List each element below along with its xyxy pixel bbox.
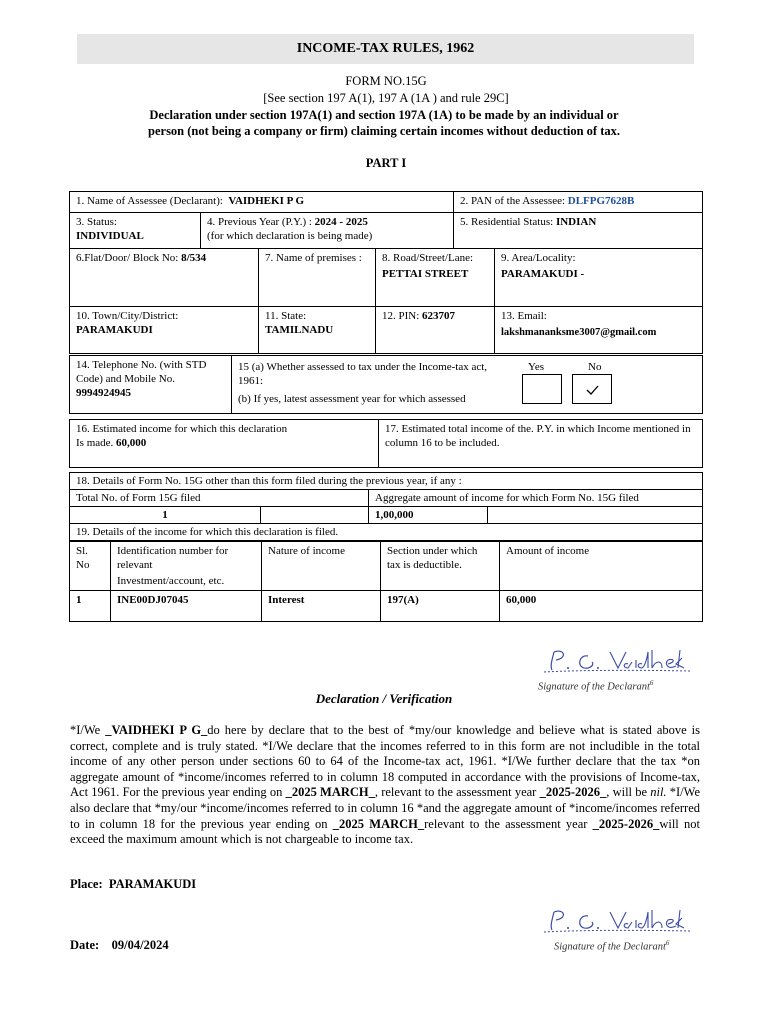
estimated-income-cell [70,420,379,468]
status-value: INDIVIDUAL [76,230,144,242]
decl-ay-1: _2025-2026_ [539,785,607,800]
state-label: 11. State: [265,310,307,322]
email-label: 13. Email: [501,310,547,322]
previous-year-cell [201,213,454,249]
income-estimate-table [69,419,703,468]
decl-year-1: _2025 MARCH_ [285,785,375,800]
address-table-1 [69,248,703,307]
part-title: PART I [365,156,407,170]
table-row [70,591,703,622]
header-section: Section under which tax is deductible. [381,542,500,591]
row-sl: 1 [70,591,111,622]
area-label: 9. Area/Locality: [501,252,576,264]
date-label: Date: [70,938,100,952]
telephone-value: 9994924945 [76,387,131,399]
pin-cell [376,307,495,354]
decl-nil: nil. [650,785,667,800]
signature-footnote-2: 6 [665,939,670,947]
pan-value: DLFPG7628B [567,195,635,207]
signature-block-2 [540,904,700,953]
details-label: 18. Details of Form No. 15G other than this form filed during the previous year, if any : [70,473,703,490]
form-description: Declaration under section 197A(1) and section 197A (1A) to be made by an individual or person (not being a company or firm) claiming certain incomes without deduction of tax. [148,108,620,138]
place-line [70,877,196,892]
name-cell [70,192,454,213]
town-cell [70,307,259,354]
residential-status-cell [454,213,703,249]
assessed-label: 15 (a) Whether assessed to tax under the Income-tax act, 1961: [238,361,488,387]
signature-caption-2: Signature of the Declarant [554,941,666,953]
state-cell [259,307,376,354]
total-income-label: 17. Estimated total income of the. P.Y. in which Income mentioned in column 16 to be included. [385,423,691,449]
income-details-table [69,541,703,622]
decl-name: _VAIDHEKI P G_ [105,723,208,737]
row-section: 197(A) [381,591,500,622]
decl-part-1: *I/We [70,723,106,737]
area-cell [495,249,703,307]
decl-part-2: do here by declare that to the best of *my/our knowledge and believe what is stated above is correct, complete and is truly stated. *I/We declare that the incomes referred to in this form are not includible in the total income of any other person under sections 60 to 64 of the Income-tax act, 1961. *I/We further declare that the tax *on aggregate amount of *income/incomes referred to in column 18 computed in accordance with the provisions of Income-tax, Act 1961. For the previous year ending on [70,723,700,800]
premises-cell [259,249,376,307]
assessed-cell [232,356,703,414]
decl-ay-2: _2025-2026_ [592,816,660,831]
town-value: PARAMAKUDI [76,324,153,336]
estimated-income-value: 60,000 [116,437,147,449]
address-table-2 [69,306,703,354]
header-nature: Nature of income [262,542,381,591]
row-amount: 60,000 [500,591,703,622]
estimated-income-label: 16. Estimated income for which this declaration [76,423,288,435]
declaration-title: Declaration / Verification [315,691,453,706]
header-amount: Amount of income [500,542,703,591]
state-value: TAMILNADU [265,324,334,336]
no-label: No [588,361,602,373]
name-label: 1. Name of Assessee (Declarant): [76,195,223,207]
form-number: FORM NO.15G [345,74,427,88]
pin-value: 623707 [422,310,456,322]
aggregate-amount-header: Aggregate amount of income for which Form No. 15G filed [369,490,703,507]
flat-label: 6.Flat/Door/ Block No: [76,252,179,264]
signature-graphic-2 [540,904,700,936]
no-checkbox[interactable] [572,374,612,404]
decl-year-2: _2025 MARCH_ [332,816,425,831]
assessee-details-table [69,191,703,249]
row-nature: Interest [262,591,381,622]
yes-label: Yes [528,361,545,373]
total-forms-value: 1 [70,507,261,524]
total-forms-header: Total No. of Form 15G filed [70,490,369,507]
rules-title: INCOME-TAX RULES, 1962 [77,34,694,64]
decl-part-6: relevant to the assessment year [424,816,593,831]
residential-status-value: INDIAN [555,216,597,228]
telephone-table [69,355,703,414]
decl-part-5: *I/We also declare that *my/our *income/incomes referred to in column 16 *and the aggregate amount of *income/incomes referred to in column 18 for the previous year ending on [70,785,701,831]
email-cell [495,307,703,354]
assessment-year-label: (b) If yes, latest assessment year for which assessed [238,393,466,405]
road-cell [376,249,495,307]
place-label: Place: [70,877,103,891]
decl-part-7: will not exceed the maximum amount which is not chargeable to income tax. [70,816,700,847]
signature-caption: Signature of the Declarant [538,681,650,693]
header-identification [111,542,262,591]
checkmark-icon [573,375,611,403]
flat-value: 8/534 [181,252,207,264]
header-identification-line1: Identification number for relevant [117,545,229,571]
road-value: PETTAI STREET [382,268,469,280]
yes-checkbox[interactable] [522,374,562,404]
previous-year-value: 2024 - 2025 [314,216,368,228]
date-value: 09/04/2024 [111,938,169,952]
pan-cell [454,192,703,213]
town-label: 10. Town/City/District: [76,310,179,322]
pan-label: 2. PAN of the Assessee: [460,195,566,207]
signature-footnote: 6 [649,679,654,687]
section-reference: [See section 197 A(1), 197 A (1A ) and rule 29C] [263,91,509,105]
date-line [70,938,169,953]
estimated-income-label-2: Is made. [76,437,114,449]
place-value: PARAMAKUDI [108,877,197,891]
previous-year-note: (for which declaration is being made) [207,230,373,242]
residential-status-label: 5. Residential Status: [460,216,554,228]
pin-label: 12. PIN: [382,310,420,322]
aggregate-amount-value: 1,00,000 [369,507,488,524]
header-sl: Sl. No [70,542,111,591]
status-cell [70,213,201,249]
form15g-details-table [69,472,703,541]
header-identification-line2: Investment/account, etc. [117,575,225,587]
decl-part-4: , will be [606,785,651,800]
decl-part-3: , relevant to the assessment year [374,785,540,800]
total-income-cell [379,420,703,468]
previous-year-label: 4. Previous Year (P.Y.) : [207,216,312,228]
email-value: lakshmananksme3007@gmail.com [501,327,657,338]
status-label: 3. Status: [76,216,117,228]
signature-graphic [540,644,700,676]
premises-label: 7. Name of premises : [265,252,362,264]
name-value: VAIDHEKI P G [228,195,305,207]
row-identification: INE00DJ07045 [111,591,262,622]
signature-block-1 [540,644,700,693]
telephone-label: 14. Telephone No. (with STD Code) and Mobile No. [76,359,207,385]
income-details-label: 19. Details of the income for which this declaration is filed. [70,524,703,541]
flat-cell [70,249,259,307]
declaration-text [70,723,700,848]
area-value: PARAMAKUDI - [501,268,585,280]
telephone-cell [70,356,232,414]
road-label: 8. Road/Street/Lane: [382,252,474,264]
